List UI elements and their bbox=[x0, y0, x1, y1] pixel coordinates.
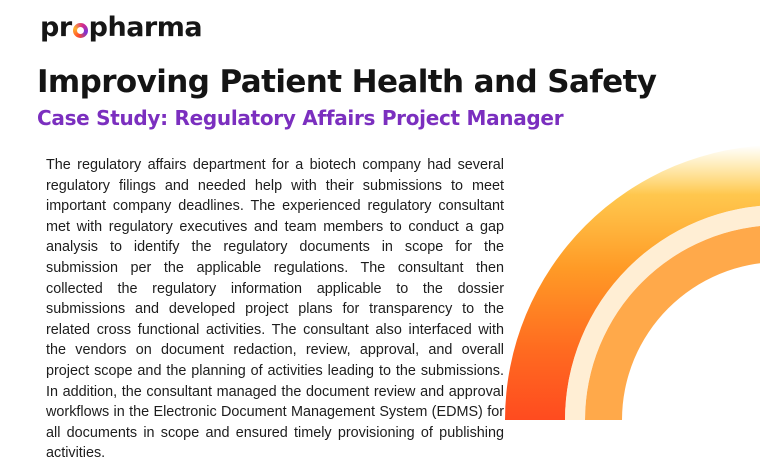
arc-highlight bbox=[565, 205, 760, 420]
propharma-logo bbox=[40, 10, 202, 44]
inner-arc bbox=[585, 225, 760, 420]
page-subtitle: Case Study: Regulatory Affairs Project Manager bbox=[37, 106, 564, 130]
case-study-body: The regulatory affairs department for a biotech company had several regulatory filings and needed help with their submissions to meet important company deadlines. The experienced regulatory consultant met with regulatory executives and team members to conduct a gap analysis to identify the regulatory documents in scope for the submission per the applicable regulations. The consultant then collected the regulatory information applicable to the dossier submissions and developed project plans for transparency to the related cross functional activities. The consultant also interfaced with the vendors on document redaction, review, approval, and overall project scope and the planning of activities leading to the submissions. In addition, the consultant managed the document review and approval workflows in the Electronic Document Management System (EDMS) for all documents in scope and ensured timely provisioning of publishing activities. bbox=[46, 157, 504, 462]
logo-text-suffix: pharma bbox=[88, 11, 203, 43]
page-title: Improving Patient Health and Safety bbox=[37, 64, 657, 100]
outer-arc bbox=[505, 145, 760, 420]
logo-ring-icon bbox=[73, 23, 88, 38]
logo-text-prefix: pr bbox=[40, 11, 72, 43]
